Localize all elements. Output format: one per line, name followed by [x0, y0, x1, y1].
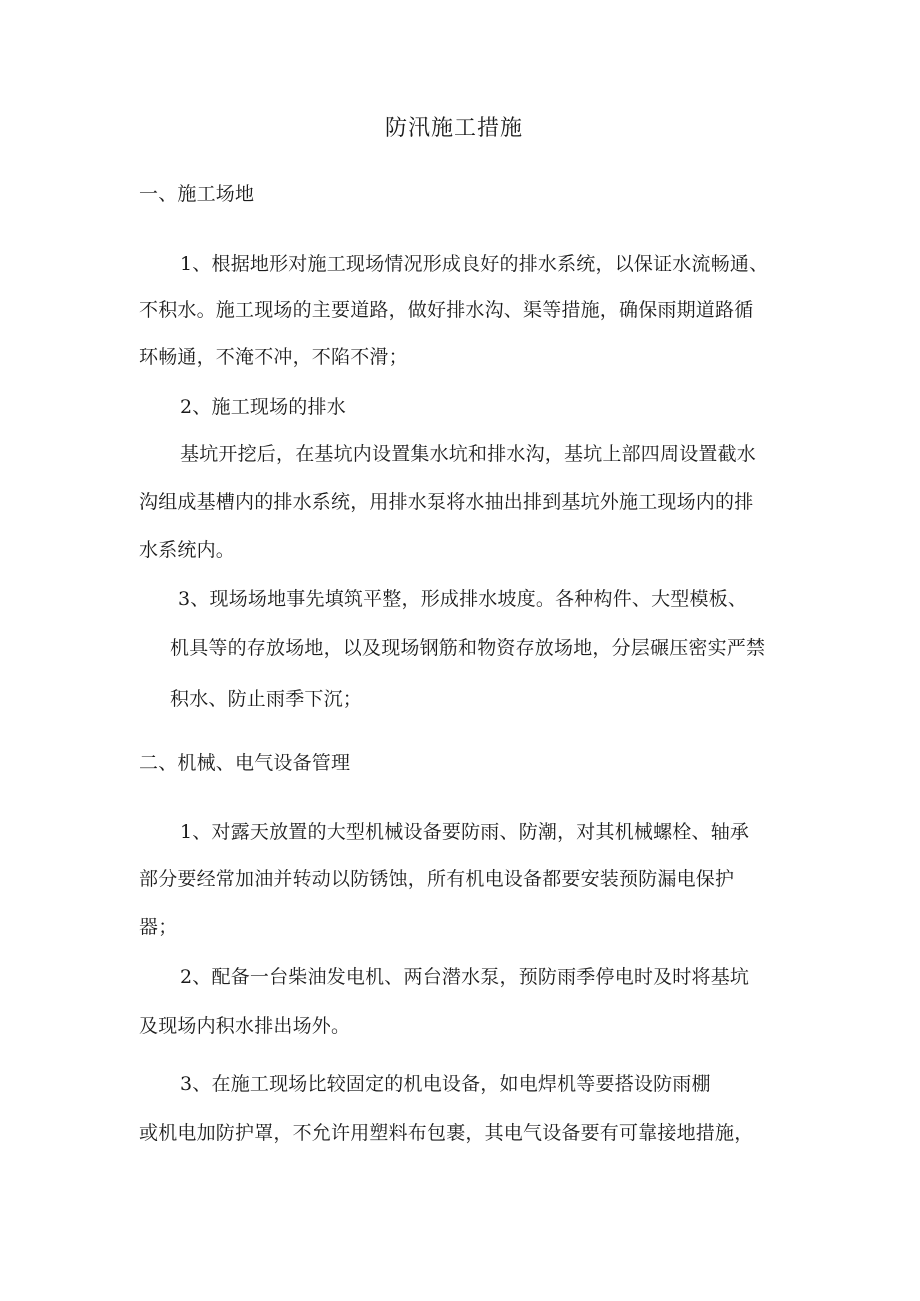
paragraph-line: 1、对露天放置的大型机械设备要防雨、防潮，对其机械螺栓、轴承: [180, 821, 750, 843]
paragraph-line: 环畅通，不淹不冲，不陷不滑；: [139, 346, 408, 368]
paragraph-line: 机具等的存放场地，以及现场钢筋和物资存放场地，分层碾压密实严禁: [170, 637, 766, 659]
paragraph-line: 部分要经常加油并转动以防锈蚀，所有机电设备都要安装预防漏电保护: [139, 868, 735, 890]
subsection-heading: 2、施工现场的排水: [180, 396, 346, 418]
section-heading: 一、施工场地: [139, 183, 255, 205]
paragraph-line: 不积水。施工现场的主要道路，做好排水沟、渠等措施，确保雨期道路循: [139, 299, 754, 321]
paragraph-line: 基坑开挖后，在基坑内设置集水坑和排水沟，基坑上部四周设置截水: [180, 443, 757, 465]
paragraph-line: 及现场内积水排出场外。: [139, 1015, 351, 1037]
paragraph-line: 3、在施工现场比较固定的机电设备，如电焊机等要搭设防雨棚: [180, 1073, 711, 1095]
paragraph-line: 3、现场场地事先填筑平整，形成排水坡度。各种构件、大型模板、: [178, 588, 748, 610]
paragraph-line: 2、配备一台柴油发电机、两台潜水泵，预防雨季停电时及时将基坑: [180, 966, 750, 988]
page-title: 防汛施工措施: [385, 116, 524, 141]
section-heading: 二、机械、电气设备管理: [139, 752, 351, 774]
paragraph-line: 器；: [139, 916, 178, 938]
paragraph-line: 水系统内。: [139, 539, 236, 561]
paragraph-line: 或机电加防护罩，不允许用塑料布包裹，其电气设备要有可靠接地措施，: [139, 1122, 754, 1144]
paragraph-line: 积水、防止雨季下沉；: [170, 688, 363, 710]
paragraph-line: 1、根据地形对施工现场情况形成良好的排水系统，以保证水流畅通、: [180, 253, 769, 275]
paragraph-line: 沟组成基槽内的排水系统，用排水泵将水抽出排到基坑外施工现场内的排: [139, 491, 754, 513]
